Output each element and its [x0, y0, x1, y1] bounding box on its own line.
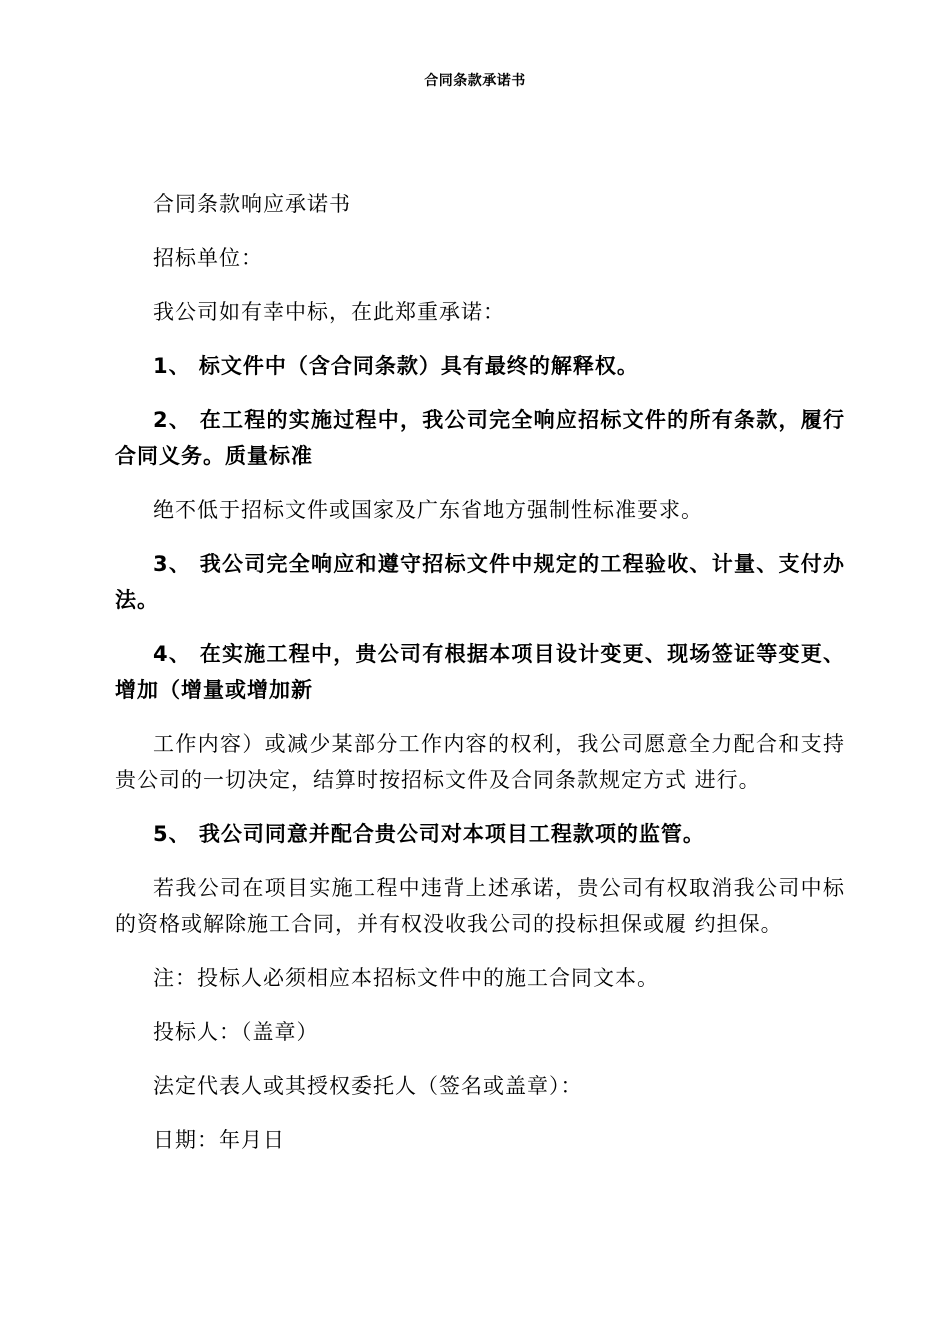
- commitment-item-4-continued: 工作内容）或减少某部分工作内容的权利，我公司愿意全力配合和支持贵公司的一切决定，结算时按招标文件及合同条款规定方式 进行。: [115, 732, 845, 792]
- commitment-item-2-continued: 绝不低于招标文件或国家及广东省地方强制性标准要求。: [153, 498, 703, 522]
- commitment-item-1: 1、 标文件中（含合同条款）具有最终的解释权。: [153, 354, 639, 378]
- bidder-signature-line: 投标人：（盖章）: [153, 1020, 319, 1044]
- document-body: [115, 186, 845, 1158]
- page-header-title: 合同条款承诺书: [424, 73, 526, 89]
- date-line: 日期：年月日: [153, 1128, 285, 1152]
- tenderer-line: 招标单位：: [153, 246, 263, 270]
- representative-signature-line: 法定代表人或其授权委托人（签名或盖章）：: [153, 1074, 583, 1098]
- commitment-item-3: 3、 我公司完全响应和遵守招标文件中规定的工程验收、计量、支付办法。: [115, 552, 845, 612]
- commitment-item-2: 2、 在工程的实施过程中，我公司完全响应招标文件的所有条款，履行合同义务。质量标准: [115, 408, 845, 468]
- breach-paragraph: 若我公司在项目实施工程中违背上述承诺，贵公司有权取消我公司中标的资格或解除施工合同，并有权没收我公司的投标担保或履 约担保。: [115, 876, 845, 936]
- commitment-item-5: 5、 我公司同意并配合贵公司对本项目工程款项的监管。: [153, 822, 705, 846]
- document-heading: 合同条款响应承诺书: [153, 192, 351, 216]
- note-paragraph: 注：投标人必须相应本招标文件中的施工合同文本。: [153, 966, 659, 990]
- intro-paragraph: 我公司如有幸中标，在此郑重承诺：: [153, 300, 505, 324]
- commitment-item-4: 4、 在实施工程中，贵公司有根据本项目设计变更、现场签证等变更、增加（增量或增加新: [115, 642, 845, 702]
